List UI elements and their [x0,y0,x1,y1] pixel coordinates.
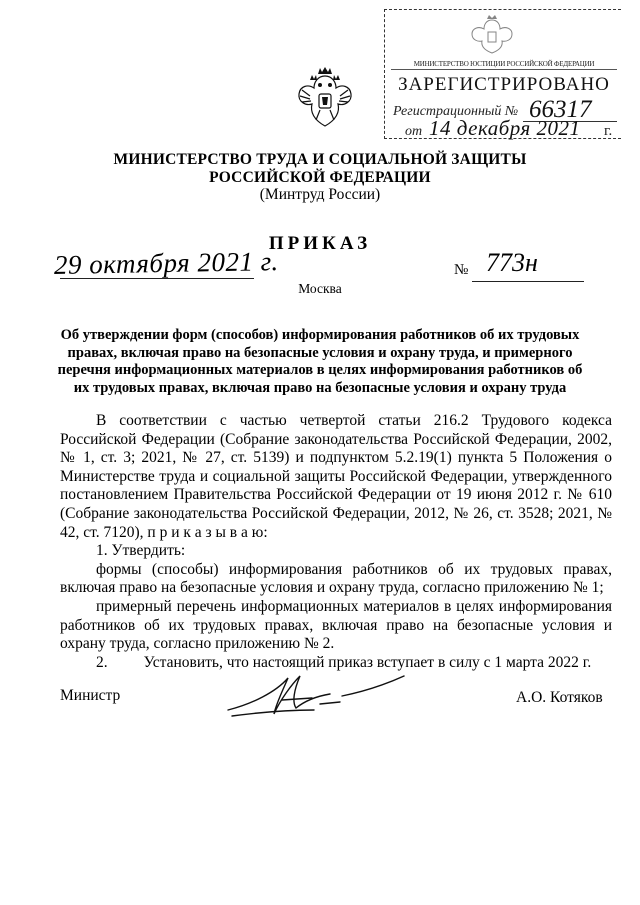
stamp-reg-number-label: Регистрационный № [393,104,519,119]
signatory-name: А.О. Котяков [516,689,603,706]
stamp-date: 14 декабря 2021 [429,116,581,140]
item-2-number: 2. [96,653,108,671]
order-city: Москва [298,281,342,296]
document-title: Об утверждении форм (способов) информирования работников об их трудовых правах, включая право на безопасные условия и охрану труда, и примерного перечня информационных материалов в целях информирования работников об их трудовых правах, включая право на безопасные условия и охрану труда [57,327,583,396]
stamp-date-suffix: г. [604,123,613,139]
stamp-registered-label: ЗАРЕГИСТРИРОВАНО [398,74,610,95]
coat-of-arms-icon [296,66,354,132]
item-1-subitem-forms: формы (способы) информирования работников об их трудовых правах, включая право на безопасные условия и охрану труда, согласно приложению № 1; [60,560,612,597]
order-number: 773н [486,248,538,277]
item-1-subitem-list: примерный перечень информационных материалов в целях информирования работников об их трудовых правах, включая право на безопасные условия и охрану труда, согласно приложению № 2. [60,597,612,653]
stamp-reg-number: 66317 [529,96,592,123]
order-date: 29 октября 2021 г. [53,246,279,280]
registration-stamp [384,9,621,139]
ministry-name-line1: МИНИСТЕРСТВО ТРУДА И СОЦИАЛЬНОЙ ЗАЩИТЫ [113,151,527,168]
order-number-underline [472,281,584,282]
preamble-paragraph: В соответствии с частью четвертой статьи 216.2 Трудового кодекса Российской Федерации (Собрание законодательства Российской Федерации, 2002, № 1, ст. 3; 2021, № 27, ст. 5139) и подпунктом 5.2.19(1) пункта 5 Положения о Министерстве труда и социальной защиты Российской Федерации, утвержденного постановлением Правительства Российской Федерации от 19 июня 2012 г. № 610 (Собрание законодательства Российской Федерации, 2012, № 26, ст. 3528; 2021, № 42, ст. 7120), п р и к а з ы в а ю: [60,412,612,541]
ministry-short-name: (Минтруд России) [259,186,381,203]
item-2-text: Установить, что настоящий приказ вступает в силу с 1 марта 2022 г. [143,653,592,671]
document-body [60,412,612,672]
stamp-date-prefix: от [405,124,423,139]
document-type: ПРИКАЗ [268,233,372,254]
order-number-label: № [454,262,469,278]
handwritten-signature [222,670,412,722]
ministry-name-line2: РОССИЙСКОЙ ФЕДЕРАЦИИ [209,169,431,186]
order-date-underline [60,278,254,279]
minister-position: Министр [60,687,121,704]
stamp-ministry-name: МИНИСТЕРСТВО ЮСТИЦИИ РОССИЙСКОЙ ФЕДЕРАЦИИ [391,60,617,70]
stamp-emblem-icon [469,14,515,54]
item-1-heading: 1. Утвердить: [96,542,186,560]
